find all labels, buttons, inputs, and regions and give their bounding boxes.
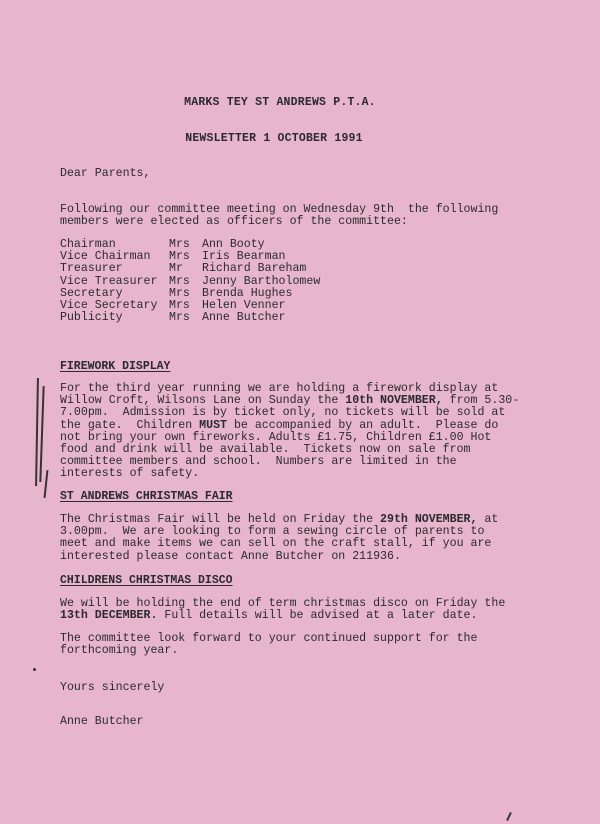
officer-name: Anne Butcher: [202, 311, 286, 325]
officer-name: Helen Venner: [202, 298, 286, 312]
fair-text: The Christmas Fair will be held on Friday the: [60, 513, 381, 526]
officer-title: Mrs: [169, 250, 190, 264]
officer-title: Mr: [169, 262, 183, 276]
margin-pen-mark: [35, 378, 39, 486]
firework-line: 7.00pm. Admission is by ticket only, no tickets will be sold at: [60, 406, 506, 420]
disco-heading: CHILDRENS CHRISTMAS DISCO: [60, 574, 233, 587]
disco-date: 13th DECEMBER.: [60, 609, 158, 623]
firework-text: be accompanied by an adult. Please do: [227, 418, 499, 432]
firework-text: Willow Croft, Wilsons Lane on Sunday the: [60, 394, 346, 408]
officer-role: Chairman: [60, 238, 116, 251]
firework-line: committee members and school. Numbers are limited in the: [60, 455, 457, 469]
firework-emphasis: MUST: [199, 418, 227, 432]
officer-role: Secretary: [60, 286, 123, 300]
firework-line: food and drink will be available. Tickets now on sale from: [60, 443, 471, 457]
officer-title: Mrs: [169, 298, 190, 312]
fair-line: meet and make items we can sell on the craft stall, if you are: [60, 537, 492, 551]
officer-row: [60, 263, 320, 275]
firework-line: not bring your own fireworks. Adults £1.75, Children £1.00 Hot: [60, 430, 492, 444]
disco-text: Full details will be advised at a later date.: [157, 609, 478, 623]
fair-line: interested please contact Anne Butcher on 211936.: [60, 549, 401, 563]
officer-role: Vice Treasurer: [60, 274, 158, 288]
newsletter-title: NEWSLETTER 1 OCTOBER 1991: [185, 132, 363, 145]
officer-role: Publicity: [60, 311, 123, 325]
officer-title: Mrs: [169, 311, 190, 325]
officer-name: Brenda Hughes: [202, 286, 293, 300]
intro-line: Following our committee meeting on Wednesday 9th the following: [60, 203, 499, 216]
firework-paragraph: [60, 383, 555, 481]
fair-line: 3.00pm. We are looking to form a sewing circle of parents to: [60, 525, 485, 539]
pen-dot: [33, 668, 36, 671]
officer-title: Mrs: [169, 286, 190, 300]
firework-text: from 5.30-: [442, 394, 520, 408]
closing-line: The committee look forward to your continued support for the: [60, 632, 478, 645]
fair-date: 29th NOVEMBER,: [380, 513, 478, 526]
pen-mark: [506, 812, 512, 821]
firework-line: For the third year running we are holding a firework display at: [60, 382, 499, 395]
sign-off: Yours sincerely: [60, 681, 165, 694]
officer-name: Ann Booty: [202, 238, 265, 251]
closing-paragraph: [60, 633, 555, 657]
disco-paragraph: [60, 598, 555, 622]
officer-name: Jenny Bartholomew: [202, 274, 321, 288]
margin-pen-mark: [39, 386, 44, 482]
greeting: Dear Parents,: [60, 167, 151, 180]
intro-paragraph: [60, 204, 555, 228]
firework-line: interests of safety.: [60, 467, 200, 481]
firework-line: [60, 420, 555, 432]
disco-line: [60, 610, 555, 622]
firework-date: 10th NOVEMBER,: [345, 394, 443, 408]
firework-heading: FIREWORK DISPLAY: [60, 360, 171, 373]
closing-line: forthcoming year.: [60, 644, 179, 658]
margin-pen-mark: [44, 470, 48, 498]
signature: Anne Butcher: [60, 715, 144, 728]
officer-title: Mrs: [169, 238, 190, 251]
fair-text: at: [477, 513, 499, 526]
officer-name: Richard Bareham: [202, 262, 307, 276]
officer-title: Mrs: [169, 274, 190, 288]
officer-row: [60, 312, 320, 324]
intro-line: members were elected as officers of the committee:: [60, 215, 408, 229]
disco-line: We will be holding the end of term christmas disco on Friday the: [60, 597, 506, 610]
christmas-fair-paragraph: [60, 514, 555, 563]
officer-role: Vice Chairman: [60, 250, 151, 264]
officer-row: [60, 276, 320, 288]
officers-list: [60, 239, 320, 324]
christmas-fair-heading: ST ANDREWS CHRISTMAS FAIR: [60, 490, 233, 503]
officer-role: Treasurer: [60, 262, 123, 276]
organisation-title: MARKS TEY ST ANDREWS P.T.A.: [184, 96, 376, 109]
officer-name: Iris Bearman: [202, 250, 286, 264]
firework-text: the gate. Children: [60, 418, 200, 432]
officer-role: Vice Secretary: [60, 298, 158, 312]
